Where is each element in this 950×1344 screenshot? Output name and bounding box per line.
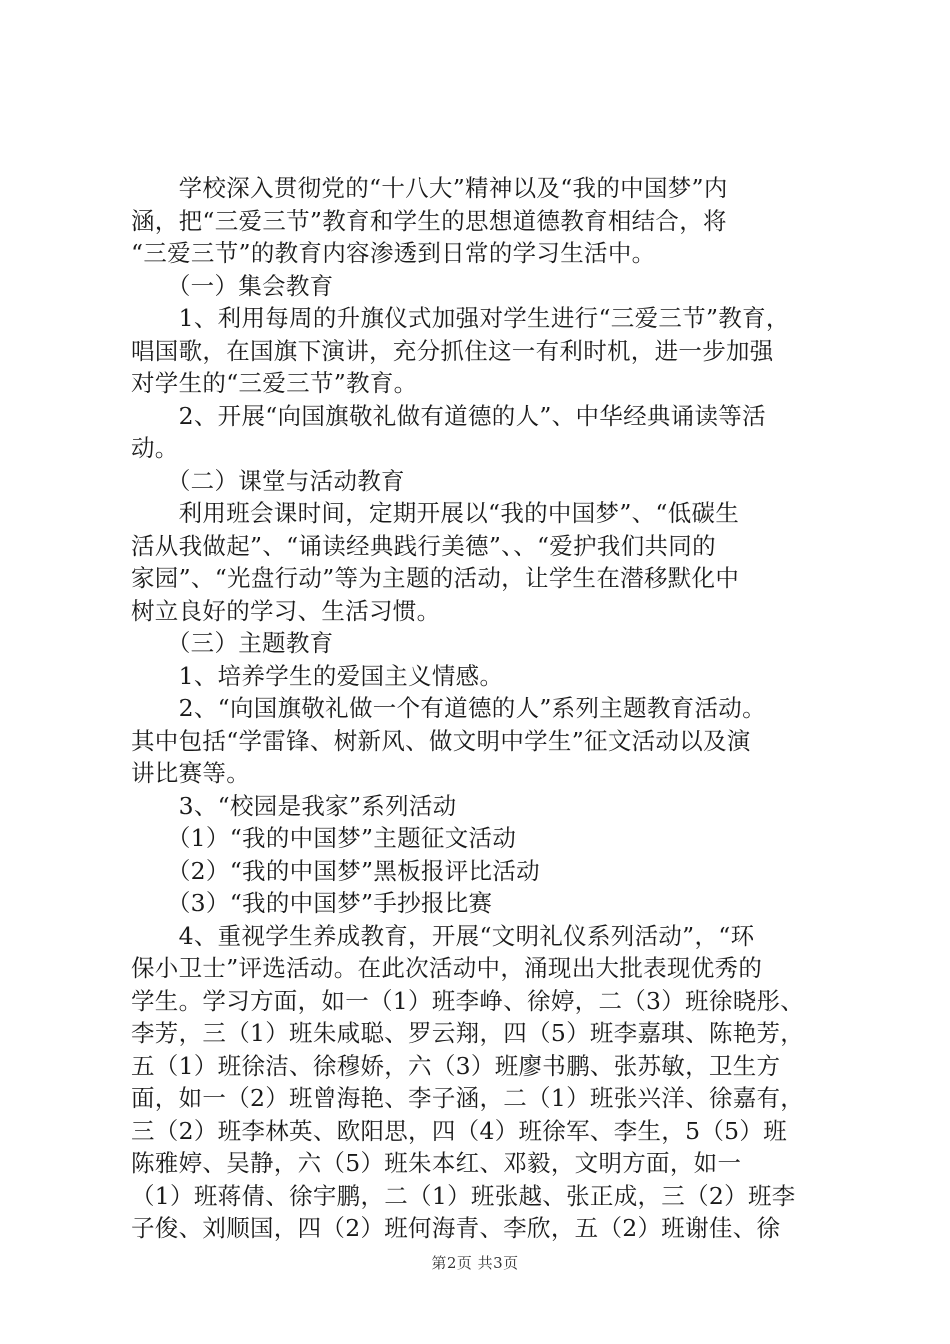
body-line: 4、重视学生养成教育，开展“文明礼仪系列活动”，“环	[131, 921, 755, 950]
body-line: 学生。学习方面，如一（1）班李峥、徐婷，二（3）班徐晓彤、	[131, 986, 805, 1015]
body-line: 李芳，三（1）班朱咸聪、罗云翔，四（5）班李嘉琪、陈艳芳，	[131, 1019, 805, 1047]
body-line: 1、培养学生的爱国主义情感。	[131, 661, 504, 690]
page-number-footer: 第2页 共3页	[431, 1254, 519, 1272]
body-line: 1、利用每周的升旗仪式加强对学生进行“三爱三节”教育，	[131, 304, 790, 332]
body-line: 其中包括“学雷锋、树新风、做文明中学生”征文活动以及演	[131, 726, 751, 755]
body-line: 利用班会课时间，定期开展以“我的中国梦”、“低碳生	[131, 499, 740, 527]
body-line: 陈雅婷、吴静，六（5）班朱本红、邓毅，文明方面，如一	[131, 1149, 742, 1177]
section-heading: （一）集会教育	[131, 271, 334, 300]
body-line: 对学生的“三爱三节”教育。	[131, 369, 418, 397]
body-line: 子俊、刘顺国，四（2）班何海青、李欣，五（2）班谢佳、徐	[131, 1214, 781, 1242]
body-line: 学校深入贯彻党的“十八大”精神以及“我的中国梦”内	[131, 174, 728, 202]
body-line: （1）班蒋倩、徐宇鹏，二（1）班张越、张正成，三（2）班李	[131, 1181, 796, 1210]
body-line: 树立良好的学习、生活习惯。	[131, 596, 441, 625]
body-line: （2）“我的中国梦”黑板报评比活动	[131, 856, 540, 885]
body-line: 2、“向国旗敬礼做一个有道德的人”系列主题教育活动。	[131, 694, 766, 722]
body-line: 动。	[131, 434, 179, 462]
section-heading: （二）课堂与活动教育	[131, 466, 405, 495]
body-line: 讲比赛等。	[131, 759, 250, 787]
body-line: 保小卫士”评选活动。在此次活动中，涌现出大批表现优秀的	[131, 954, 763, 982]
document-body	[131, 172, 831, 1245]
body-line: “三爱三节”的教育内容渗透到日常的学习生活中。	[131, 239, 656, 267]
body-line: 3、“校园是我家”系列活动	[131, 791, 457, 820]
body-line: 2、开展“向国旗敬礼做有道德的人”、中华经典诵读等活	[131, 401, 766, 430]
body-line: （1）“我的中国梦”主题征文活动	[131, 824, 517, 852]
body-line: 家园”、“光盘行动”等为主题的活动，让学生在潜移默化中	[131, 564, 740, 592]
body-line: 涵，把“三爱三节”教育和学生的思想道德教育相结合，将	[131, 206, 727, 235]
body-line: 面，如一（2）班曾海艳、李子涵，二（1）班张兴洋、徐嘉有，	[131, 1084, 805, 1112]
body-line: 五（1）班徐洁、徐穆娇，六（3）班廖书鹏、张苏敏，卫生方	[131, 1051, 781, 1080]
section-heading: （三）主题教育	[131, 629, 334, 657]
body-line: 三（2）班李林英、欧阳思，四（4）班徐军、李生，5（5）班	[131, 1116, 788, 1145]
body-line: （3）“我的中国梦”手抄报比赛	[131, 889, 493, 917]
body-line: 唱国歌，在国旗下演讲，充分抓住这一有利时机，进一步加强	[131, 336, 774, 365]
body-line: 活从我做起”、“诵读经典践行美德”、、“爱护我们共同的	[131, 531, 716, 560]
